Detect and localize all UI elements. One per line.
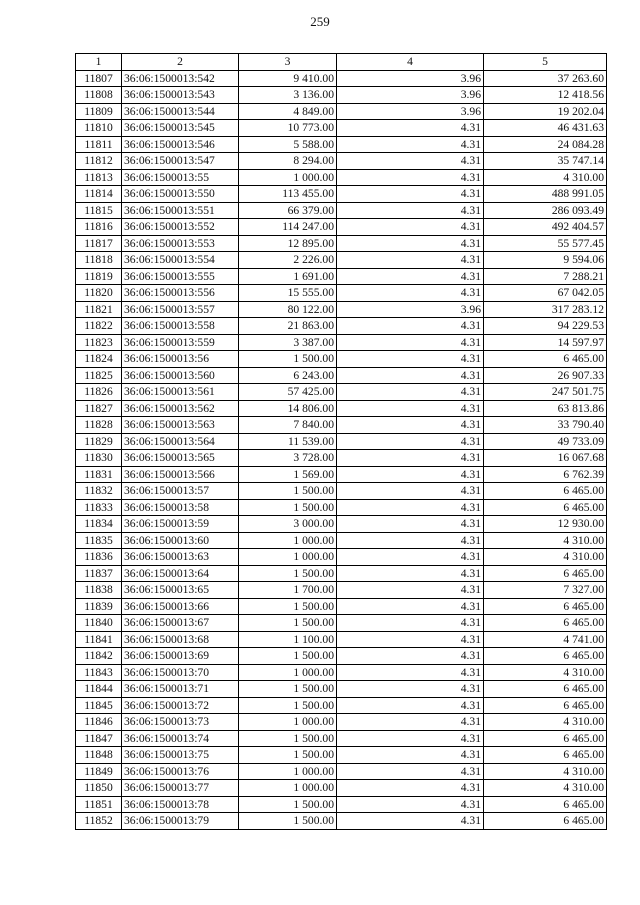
row-number-cell: 11840: [76, 615, 122, 632]
row-number-cell: 11839: [76, 598, 122, 615]
area-cell: 1 000.00: [239, 780, 337, 797]
cadastral-number-cell: 36:06:1500013:71: [122, 681, 239, 698]
row-number-cell: 11842: [76, 648, 122, 665]
rate-cell: 4.31: [337, 664, 484, 681]
data-table: [75, 53, 607, 830]
area-cell: 5 588.00: [239, 136, 337, 153]
rate-cell: 4.31: [337, 186, 484, 203]
amount-cell: 492 404.57: [484, 219, 607, 236]
amount-cell: 6 465.00: [484, 615, 607, 632]
area-cell: 1 000.00: [239, 549, 337, 566]
rate-cell: 4.31: [337, 400, 484, 417]
amount-cell: 6 465.00: [484, 351, 607, 368]
area-cell: 10 773.00: [239, 120, 337, 137]
table-row: [76, 153, 607, 170]
area-cell: 114 247.00: [239, 219, 337, 236]
cadastral-number-cell: 36:06:1500013:79: [122, 813, 239, 830]
amount-cell: 6 465.00: [484, 796, 607, 813]
amount-cell: 6 465.00: [484, 483, 607, 500]
amount-cell: 6 762.39: [484, 466, 607, 483]
table-row: [76, 384, 607, 401]
cadastral-number-cell: 36:06:1500013:547: [122, 153, 239, 170]
row-number-cell: 11816: [76, 219, 122, 236]
table-row: [76, 664, 607, 681]
cadastral-number-cell: 36:06:1500013:55: [122, 169, 239, 186]
area-cell: 12 895.00: [239, 235, 337, 252]
row-number-cell: 11827: [76, 400, 122, 417]
amount-cell: 19 202.04: [484, 103, 607, 120]
rate-cell: 4.31: [337, 219, 484, 236]
row-number-cell: 11852: [76, 813, 122, 830]
table-row: [76, 450, 607, 467]
cadastral-number-cell: 36:06:1500013:560: [122, 367, 239, 384]
table-row: [76, 730, 607, 747]
table-row: [76, 285, 607, 302]
table-row: [76, 582, 607, 599]
amount-cell: 37 263.60: [484, 70, 607, 87]
table-row: [76, 483, 607, 500]
area-cell: 1 100.00: [239, 631, 337, 648]
row-number-cell: 11826: [76, 384, 122, 401]
area-cell: 15 555.00: [239, 285, 337, 302]
table-row: [76, 714, 607, 731]
row-number-cell: 11824: [76, 351, 122, 368]
cadastral-number-cell: 36:06:1500013:543: [122, 87, 239, 104]
rate-cell: 4.31: [337, 450, 484, 467]
amount-cell: 9 594.06: [484, 252, 607, 269]
rate-cell: 4.31: [337, 565, 484, 582]
table-row: [76, 648, 607, 665]
rate-cell: 4.31: [337, 334, 484, 351]
rate-cell: 4.31: [337, 120, 484, 137]
row-number-cell: 11838: [76, 582, 122, 599]
amount-cell: 6 465.00: [484, 565, 607, 582]
table-row: [76, 268, 607, 285]
rate-cell: 4.31: [337, 549, 484, 566]
cadastral-number-cell: 36:06:1500013:56: [122, 351, 239, 368]
rate-cell: 4.31: [337, 730, 484, 747]
cadastral-number-cell: 36:06:1500013:67: [122, 615, 239, 632]
area-cell: 1 000.00: [239, 169, 337, 186]
row-number-cell: 11831: [76, 466, 122, 483]
amount-cell: 4 310.00: [484, 532, 607, 549]
area-cell: 11 539.00: [239, 433, 337, 450]
rate-cell: 4.31: [337, 598, 484, 615]
row-number-cell: 11822: [76, 318, 122, 335]
table-row: [76, 136, 607, 153]
table-row: [76, 186, 607, 203]
table-row: [76, 169, 607, 186]
rate-cell: 4.31: [337, 285, 484, 302]
row-number-cell: 11808: [76, 87, 122, 104]
cadastral-number-cell: 36:06:1500013:73: [122, 714, 239, 731]
amount-cell: 4 741.00: [484, 631, 607, 648]
area-cell: 1 500.00: [239, 813, 337, 830]
rate-cell: 4.31: [337, 153, 484, 170]
rate-cell: 4.31: [337, 747, 484, 764]
rate-cell: 4.31: [337, 681, 484, 698]
row-number-cell: 11845: [76, 697, 122, 714]
row-number-cell: 11811: [76, 136, 122, 153]
amount-cell: 35 747.14: [484, 153, 607, 170]
row-number-cell: 11846: [76, 714, 122, 731]
area-cell: 1 500.00: [239, 351, 337, 368]
row-number-cell: 11818: [76, 252, 122, 269]
table-row: [76, 301, 607, 318]
area-cell: 1 000.00: [239, 532, 337, 549]
amount-cell: 24 084.28: [484, 136, 607, 153]
amount-cell: 7 288.21: [484, 268, 607, 285]
rate-cell: 4.31: [337, 516, 484, 533]
area-cell: 1 500.00: [239, 499, 337, 516]
table-row: [76, 747, 607, 764]
rate-cell: 3.96: [337, 87, 484, 104]
table-row: [76, 813, 607, 830]
row-number-cell: 11814: [76, 186, 122, 203]
table-row: [76, 615, 607, 632]
area-cell: 1 700.00: [239, 582, 337, 599]
table-row: [76, 631, 607, 648]
rate-cell: 4.31: [337, 483, 484, 500]
area-cell: 1 500.00: [239, 730, 337, 747]
cadastral-number-cell: 36:06:1500013:557: [122, 301, 239, 318]
row-number-cell: 11847: [76, 730, 122, 747]
area-cell: 80 122.00: [239, 301, 337, 318]
rate-cell: 4.31: [337, 780, 484, 797]
amount-cell: 63 813.86: [484, 400, 607, 417]
cadastral-number-cell: 36:06:1500013:553: [122, 235, 239, 252]
cadastral-number-cell: 36:06:1500013:551: [122, 202, 239, 219]
cadastral-number-cell: 36:06:1500013:58: [122, 499, 239, 516]
row-number-cell: 11835: [76, 532, 122, 549]
cadastral-number-cell: 36:06:1500013:75: [122, 747, 239, 764]
amount-cell: 4 310.00: [484, 780, 607, 797]
table-row: [76, 103, 607, 120]
header-row: [76, 54, 607, 71]
area-cell: 1 500.00: [239, 598, 337, 615]
amount-cell: 26 907.33: [484, 367, 607, 384]
table-row: [76, 120, 607, 137]
area-cell: 1 000.00: [239, 714, 337, 731]
area-cell: 8 294.00: [239, 153, 337, 170]
cadastral-number-cell: 36:06:1500013:60: [122, 532, 239, 549]
table-body: [76, 70, 607, 829]
cadastral-number-cell: 36:06:1500013:550: [122, 186, 239, 203]
column-header-2: 2: [122, 54, 239, 71]
row-number-cell: 11807: [76, 70, 122, 87]
cadastral-number-cell: 36:06:1500013:66: [122, 598, 239, 615]
cadastral-number-cell: 36:06:1500013:559: [122, 334, 239, 351]
amount-cell: 14 597.97: [484, 334, 607, 351]
table-row: [76, 235, 607, 252]
amount-cell: 4 310.00: [484, 664, 607, 681]
cadastral-number-cell: 36:06:1500013:69: [122, 648, 239, 665]
cadastral-number-cell: 36:06:1500013:552: [122, 219, 239, 236]
area-cell: 1 500.00: [239, 697, 337, 714]
amount-cell: 6 465.00: [484, 648, 607, 665]
table-row: [76, 499, 607, 516]
area-cell: 1 500.00: [239, 483, 337, 500]
table-row: [76, 367, 607, 384]
amount-cell: 55 577.45: [484, 235, 607, 252]
cadastral-number-cell: 36:06:1500013:563: [122, 417, 239, 434]
amount-cell: 247 501.75: [484, 384, 607, 401]
area-cell: 2 226.00: [239, 252, 337, 269]
amount-cell: 6 465.00: [484, 813, 607, 830]
row-number-cell: 11849: [76, 763, 122, 780]
area-cell: 14 806.00: [239, 400, 337, 417]
table-row: [76, 763, 607, 780]
row-number-cell: 11830: [76, 450, 122, 467]
row-number-cell: 11844: [76, 681, 122, 698]
amount-cell: 6 465.00: [484, 697, 607, 714]
amount-cell: 6 465.00: [484, 730, 607, 747]
cadastral-number-cell: 36:06:1500013:544: [122, 103, 239, 120]
rate-cell: 4.31: [337, 631, 484, 648]
cadastral-number-cell: 36:06:1500013:558: [122, 318, 239, 335]
amount-cell: 4 310.00: [484, 169, 607, 186]
table-row: [76, 87, 607, 104]
row-number-cell: 11832: [76, 483, 122, 500]
table-row: [76, 252, 607, 269]
row-number-cell: 11851: [76, 796, 122, 813]
rate-cell: 4.31: [337, 714, 484, 731]
area-cell: 6 243.00: [239, 367, 337, 384]
area-cell: 1 500.00: [239, 648, 337, 665]
table-row: [76, 796, 607, 813]
row-number-cell: 11836: [76, 549, 122, 566]
cadastral-number-cell: 36:06:1500013:555: [122, 268, 239, 285]
row-number-cell: 11843: [76, 664, 122, 681]
area-cell: 1 500.00: [239, 615, 337, 632]
row-number-cell: 11817: [76, 235, 122, 252]
rate-cell: 4.31: [337, 169, 484, 186]
rate-cell: 4.31: [337, 532, 484, 549]
table-row: [76, 565, 607, 582]
row-number-cell: 11813: [76, 169, 122, 186]
amount-cell: 33 790.40: [484, 417, 607, 434]
rate-cell: 4.31: [337, 697, 484, 714]
area-cell: 1 691.00: [239, 268, 337, 285]
amount-cell: 12 418.56: [484, 87, 607, 104]
column-header-3: 3: [239, 54, 337, 71]
area-cell: 9 410.00: [239, 70, 337, 87]
amount-cell: 286 093.49: [484, 202, 607, 219]
area-cell: 3 728.00: [239, 450, 337, 467]
page-number: 259: [310, 14, 330, 29]
row-number-cell: 11833: [76, 499, 122, 516]
area-cell: 1 000.00: [239, 664, 337, 681]
table-row: [76, 549, 607, 566]
table-row: [76, 334, 607, 351]
table-row: [76, 532, 607, 549]
row-number-cell: 11821: [76, 301, 122, 318]
amount-cell: 16 067.68: [484, 450, 607, 467]
row-number-cell: 11812: [76, 153, 122, 170]
rate-cell: 4.31: [337, 252, 484, 269]
column-header-4: 4: [337, 54, 484, 71]
cadastral-number-cell: 36:06:1500013:565: [122, 450, 239, 467]
table-row: [76, 780, 607, 797]
rate-cell: 4.31: [337, 796, 484, 813]
area-cell: 1 500.00: [239, 565, 337, 582]
rate-cell: 4.31: [337, 136, 484, 153]
table-row: [76, 351, 607, 368]
cadastral-number-cell: 36:06:1500013:72: [122, 697, 239, 714]
cadastral-number-cell: 36:06:1500013:63: [122, 549, 239, 566]
cadastral-number-cell: 36:06:1500013:57: [122, 483, 239, 500]
cadastral-number-cell: 36:06:1500013:546: [122, 136, 239, 153]
area-cell: 21 863.00: [239, 318, 337, 335]
area-cell: 66 379.00: [239, 202, 337, 219]
cadastral-number-cell: 36:06:1500013:59: [122, 516, 239, 533]
rate-cell: 4.31: [337, 384, 484, 401]
cadastral-number-cell: 36:06:1500013:556: [122, 285, 239, 302]
rate-cell: 4.31: [337, 351, 484, 368]
row-number-cell: 11809: [76, 103, 122, 120]
row-number-cell: 11823: [76, 334, 122, 351]
table-row: [76, 466, 607, 483]
cadastral-number-cell: 36:06:1500013:70: [122, 664, 239, 681]
rate-cell: 3.96: [337, 70, 484, 87]
table-row: [76, 516, 607, 533]
area-cell: 7 840.00: [239, 417, 337, 434]
table-row: [76, 433, 607, 450]
table-row: [76, 400, 607, 417]
cadastral-number-cell: 36:06:1500013:542: [122, 70, 239, 87]
area-cell: 1 569.00: [239, 466, 337, 483]
column-header-1: 1: [76, 54, 122, 71]
area-cell: 57 425.00: [239, 384, 337, 401]
row-number-cell: 11850: [76, 780, 122, 797]
column-header-5: 5: [484, 54, 607, 71]
amount-cell: 6 465.00: [484, 499, 607, 516]
rate-cell: 4.31: [337, 433, 484, 450]
area-cell: 1 500.00: [239, 681, 337, 698]
cadastral-number-cell: 36:06:1500013:64: [122, 565, 239, 582]
row-number-cell: 11820: [76, 285, 122, 302]
cadastral-number-cell: 36:06:1500013:564: [122, 433, 239, 450]
rate-cell: 4.31: [337, 202, 484, 219]
area-cell: 3 000.00: [239, 516, 337, 533]
rate-cell: 4.31: [337, 499, 484, 516]
amount-cell: 6 465.00: [484, 681, 607, 698]
rate-cell: 4.31: [337, 235, 484, 252]
cadastral-number-cell: 36:06:1500013:76: [122, 763, 239, 780]
amount-cell: 4 310.00: [484, 763, 607, 780]
cadastral-number-cell: 36:06:1500013:554: [122, 252, 239, 269]
row-number-cell: 11834: [76, 516, 122, 533]
row-number-cell: 11841: [76, 631, 122, 648]
amount-cell: 488 991.05: [484, 186, 607, 203]
cadastral-number-cell: 36:06:1500013:561: [122, 384, 239, 401]
table-row: [76, 318, 607, 335]
amount-cell: 49 733.09: [484, 433, 607, 450]
area-cell: 3 387.00: [239, 334, 337, 351]
rate-cell: 4.31: [337, 367, 484, 384]
rate-cell: 4.31: [337, 582, 484, 599]
cadastral-number-cell: 36:06:1500013:566: [122, 466, 239, 483]
area-cell: 1 500.00: [239, 747, 337, 764]
table-row: [76, 417, 607, 434]
rate-cell: 4.31: [337, 763, 484, 780]
area-cell: 113 455.00: [239, 186, 337, 203]
table-row: [76, 219, 607, 236]
rate-cell: 4.31: [337, 268, 484, 285]
rate-cell: 3.96: [337, 103, 484, 120]
cadastral-number-cell: 36:06:1500013:545: [122, 120, 239, 137]
amount-cell: 94 229.53: [484, 318, 607, 335]
row-number-cell: 11828: [76, 417, 122, 434]
amount-cell: 7 327.00: [484, 582, 607, 599]
rate-cell: 3.96: [337, 301, 484, 318]
row-number-cell: 11819: [76, 268, 122, 285]
area-cell: 1 000.00: [239, 763, 337, 780]
cadastral-number-cell: 36:06:1500013:562: [122, 400, 239, 417]
rate-cell: 4.31: [337, 466, 484, 483]
cadastral-number-cell: 36:06:1500013:68: [122, 631, 239, 648]
row-number-cell: 11825: [76, 367, 122, 384]
rate-cell: 4.31: [337, 813, 484, 830]
area-cell: 1 500.00: [239, 796, 337, 813]
amount-cell: 67 042.05: [484, 285, 607, 302]
area-cell: 3 136.00: [239, 87, 337, 104]
table-row: [76, 697, 607, 714]
rate-cell: 4.31: [337, 615, 484, 632]
amount-cell: 6 465.00: [484, 598, 607, 615]
row-number-cell: 11829: [76, 433, 122, 450]
amount-cell: 46 431.63: [484, 120, 607, 137]
area-cell: 4 849.00: [239, 103, 337, 120]
table-row: [76, 681, 607, 698]
amount-cell: 12 930.00: [484, 516, 607, 533]
rate-cell: 4.31: [337, 417, 484, 434]
row-number-cell: 11848: [76, 747, 122, 764]
row-number-cell: 11837: [76, 565, 122, 582]
table-row: [76, 202, 607, 219]
amount-cell: 4 310.00: [484, 714, 607, 731]
cadastral-number-cell: 36:06:1500013:74: [122, 730, 239, 747]
table-row: [76, 70, 607, 87]
row-number-cell: 11810: [76, 120, 122, 137]
rate-cell: 4.31: [337, 648, 484, 665]
amount-cell: 317 283.12: [484, 301, 607, 318]
cadastral-number-cell: 36:06:1500013:65: [122, 582, 239, 599]
row-number-cell: 11815: [76, 202, 122, 219]
amount-cell: 4 310.00: [484, 549, 607, 566]
rate-cell: 4.31: [337, 318, 484, 335]
cadastral-number-cell: 36:06:1500013:77: [122, 780, 239, 797]
amount-cell: 6 465.00: [484, 747, 607, 764]
table-row: [76, 598, 607, 615]
cadastral-number-cell: 36:06:1500013:78: [122, 796, 239, 813]
